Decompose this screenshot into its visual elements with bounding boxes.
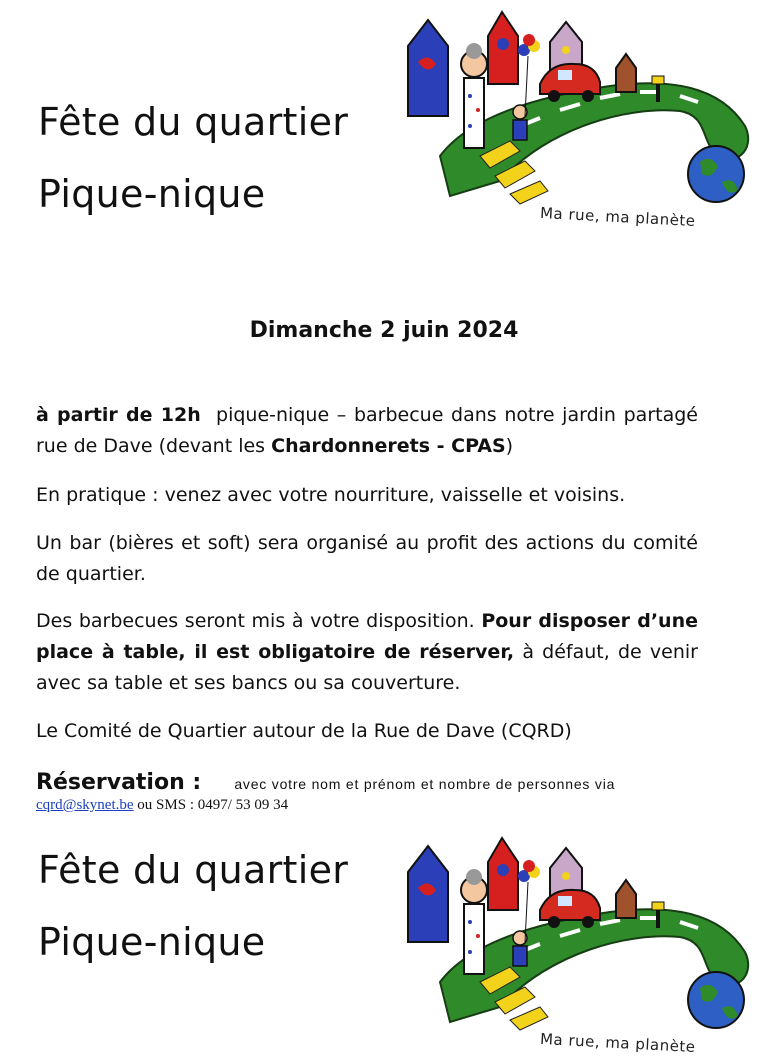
event-title: Fête du quartier — [38, 100, 349, 144]
event-date: Dimanche 2 juin 2024 — [249, 318, 519, 343]
reservation-instructions: avec votre nom et prénom et nombre de personnes via — [234, 776, 616, 792]
event-subtitle: Pique-nique — [38, 172, 266, 216]
title-block-bottom — [38, 848, 348, 964]
street-planet-illustration — [400, 6, 760, 206]
title-block-top — [38, 100, 348, 216]
place-highlight: Chardonnerets - CPAS — [271, 435, 506, 457]
reservation-block — [36, 770, 698, 814]
paragraph-practical: En pratique : venez avec votre nourriture, vaisselle et voisins. — [36, 484, 626, 506]
event-title-bottom: Fête du quartier — [38, 848, 349, 892]
barbecue-text: Des barbecues seront mis à votre disposition. — [36, 610, 475, 632]
slogan-bottom: Ma rue, ma planète — [539, 1029, 697, 1057]
reservation-required: Pour disposer d’une place à table, il est obligatoire de réserver, — [36, 610, 698, 663]
place-text: pique-nique – barbecue dans notre jardin partagé rue de Dave (devant les — [36, 404, 698, 457]
paragraph-committee: Le Comité de Quartier autour de la Rue de Dave (CQRD) — [36, 720, 572, 742]
reservation-label: Réservation : — [36, 770, 202, 795]
street-planet-illustration-bottom — [400, 832, 760, 1032]
email-link[interactable]: cqrd@skynet.be — [36, 797, 134, 813]
sms-text: ou SMS : 0497/ 53 09 34 — [137, 797, 289, 813]
paragraph-bar: Un bar (bières et soft) sera organisé au profit des actions du comité de quartier. — [36, 532, 698, 585]
paragraph-barbecues — [36, 606, 698, 699]
place-end: ) — [505, 435, 514, 457]
paragraph-time-place — [36, 400, 698, 462]
slogan: Ma rue, ma planète — [539, 203, 697, 231]
alternative-text: à défaut, de venir avec sa table et ses bancs ou sa couverture. — [36, 641, 698, 694]
time-text: à partir de 12h — [36, 404, 201, 426]
contact-line — [36, 797, 698, 814]
event-subtitle-bottom: Pique-nique — [38, 920, 266, 964]
